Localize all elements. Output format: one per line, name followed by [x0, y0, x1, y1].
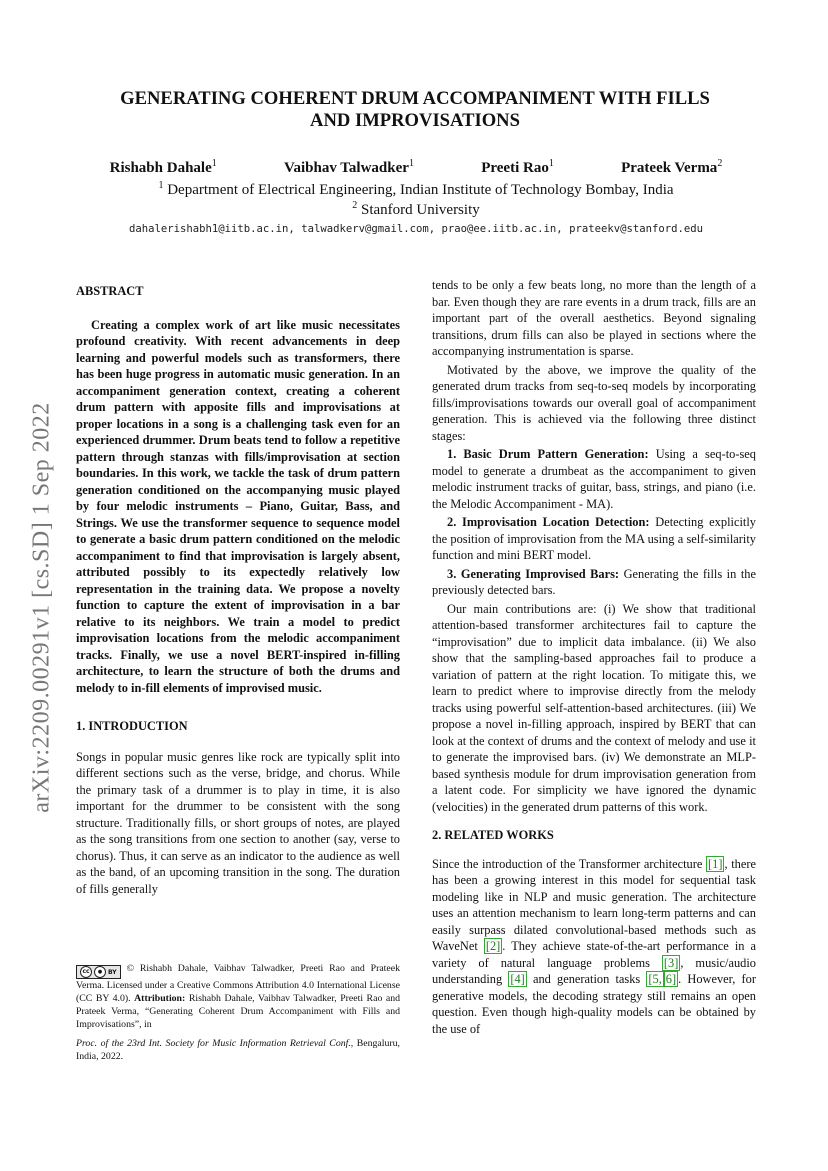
author-list — [76, 158, 756, 177]
related-works-text: Since the introduction of the Transformer architecture [1] , there has been a growing interest in this model for sequential task modeling like in NLP and music generation. The architecture uses an attention mechanism to learn long-term patterns and can easily surpass dilated convolutional-based methods such as WaveNet [2] . They achieve state-of-the-art performance in a variety of natural language problems [3] , music/audio understanding [4] and generation tasks [5, 6] . However, for generative models, the decoding strategy still remains an open question. Even though high-quality models can be obtained by the use of — [432, 856, 757, 1036]
left-column — [76, 283, 400, 897]
attribution-text: Rishabh Dahale, Vaibhav Talwadker, Preeti Rao and Prateek Verma, “Generating Coherent Drum Accompaniment with Fills and Improvisations”, in — [76, 993, 401, 1030]
citation-link[interactable]: 6] — [665, 972, 677, 986]
license-text: © Rishabh Dahale, Vaibhav Talwadker, Preeti Rao and Prateek Verma. Licensed under a Creative Commons Attribution 4.0 International License (CC BY 4.0). — [76, 963, 400, 1004]
title-line-1: GENERATING COHERENT DRUM ACCOMPANIMENT WITH FILLS — [120, 88, 710, 109]
citation-link[interactable]: [4] — [510, 972, 525, 986]
stage-2: 2. Improvisation Location Detection: Detecting explicitly the position of improvisation from the MA using a self-similarity function and mini BERT model. — [432, 515, 756, 562]
cc-by-badge-icon: cc ● BY — [76, 965, 121, 979]
arxiv-sidebar — [12, 372, 72, 842]
title-line-2: AND IMPROVISATIONS — [310, 110, 520, 131]
abstract-heading: ABSTRACT — [76, 284, 144, 298]
citation-link[interactable]: [3] — [663, 955, 679, 970]
related-works-heading: 2. RELATED WORKS — [432, 828, 554, 842]
author-emails: dahalerishabh1@iitb.ac.in, talwadkerv@gmail.com, prao@ee.iitb.ac.in, prateekv@stanford.edu — [128, 223, 704, 235]
intro-continuation: tends to be only a few beats long, no more than the length of a bar. Even though they are rare events in a drum track, fills are an important part of the overall aesthetics. Beyond signaling transitions, drum fills can also be played in sections where the accompanying instrumentation is sparse. — [432, 278, 756, 358]
author: Rishabh Dahale$^1$ — [109, 158, 217, 176]
license-footnote — [76, 962, 400, 1063]
introduction-heading: 1. INTRODUCTION — [76, 719, 188, 733]
affiliation-1: $^1$ Department of Electrical Engineering, Indian Institute of Technology Bombay, India — [158, 180, 674, 198]
author: Prateek Verma$^2$ — [621, 158, 723, 176]
motivation-paragraph: Motivated by the above, we improve the quality of the generated drum tracks from seq-to-seq models by incorporating fills/improvisations towards our overall goal of accompaniment generation. This is achieved via the following three distinct stages: — [432, 362, 756, 443]
arxiv-identifier: arXiv:2209.00291v1 [cs.SD] 1 Sep 2022 — [28, 401, 55, 813]
contributions-paragraph: Our main contributions are: (i) We show that traditional attention-based transformer architectures fail to capture the “improvisation” due to implicit data imbalance. (ii) We also show that the sampling-based approaches fail to produce a variation of pattern at the right location. To mitigate this, we learn to predict where to improvise directly from the melody tracks using powerful self-attention-based architectures. (iii) We propose a novel in-filling approach, inspired by BERT that can look at the context of drums and the context of melody and use it to generate the improvised bars. (iv) We demonstrate an MLP-based synthesis module for drum improvisation generation from a latent code. For simplicity we have ignored the dynamic (velocities) in the generated drum patterns of this work. — [432, 601, 756, 814]
abstract-text: Creating a complex work of art like music necessitates profound creativity. With recent advancements in deep learning and powerful models such as transformers, there has been huge progress in automatic music generation. In an accompaniment generation context, creating a coherent drum pattern with apposite fills and improvisations at proper locations in a song is a challenging task even for an experienced drummer. Drum beats tend to follow a repetitive pattern through stanzas with fills/improvisation at section boundaries. In this work, we tackle the task of drum pattern generation conditioned on the accompanying music played by four melodic instruments – Piano, Guitar, Bass, and Strings. We use the transformer sequence to sequence model to generate a basic drum pattern conditioned on the melodic accompaniment to find that improvisation is largely absent, attributed possibly to its expectedly relatively low representation in the training data. We propose a novelty function to capture the extent of improvisation in a bar relative to its neighbors. We train a model to predict improvisation locations from the melodic accompaniment tracks. Finally, we use a novel BERT-inspired in-filling architecture, to learn the structure of both the drums and melody to in-fill elements of improvised music. — [76, 317, 400, 695]
attribution-label: Attribution: — [134, 993, 186, 1004]
citation-link[interactable]: [1] — [708, 856, 723, 871]
stage-3: 3. Generating Improvised Bars: Generating the fills in the previously detected bars. — [432, 566, 756, 597]
paper-title — [90, 88, 740, 132]
citation-link[interactable]: [5, — [648, 972, 662, 986]
stage-1: 1. Basic Drum Pattern Generation: Using a seq-to-seq model to generate a drumbeat as the accompaniment to given melodic instrument tracks of guitar, bass, strings, and piano (i.e. the Melodic Accompaniment - MA). — [432, 447, 756, 511]
affiliation-2: $^2$ Stanford University — [352, 200, 480, 218]
proceedings-location: Bengaluru, India, 2022. — [76, 1038, 401, 1062]
author: Vaibhav Talwadker$^1$ — [284, 158, 414, 176]
citation-link[interactable]: [2] — [485, 939, 501, 953]
right-column — [432, 277, 756, 1037]
proceedings-name: Proc. of the 23rd Int. Society for Music Information Retrieval Conf., — [76, 1038, 354, 1049]
introduction-text: Songs in popular music genres like rock are typically split into different sections such as the verse, bridge, and chorus. While the primary task of a drummer is to play in time, it is also important for the drummer to be consistent with the song structure. Traditionally fills, or short groups of notes, are played as the song transitions from one section to another (say, verse to chorus). Thus, it can serve as an indicator to the audience as well as the band, of an upcoming transition in the song. The duration of fills generally — [76, 749, 400, 896]
author: Preeti Rao$^1$ — [481, 158, 554, 176]
